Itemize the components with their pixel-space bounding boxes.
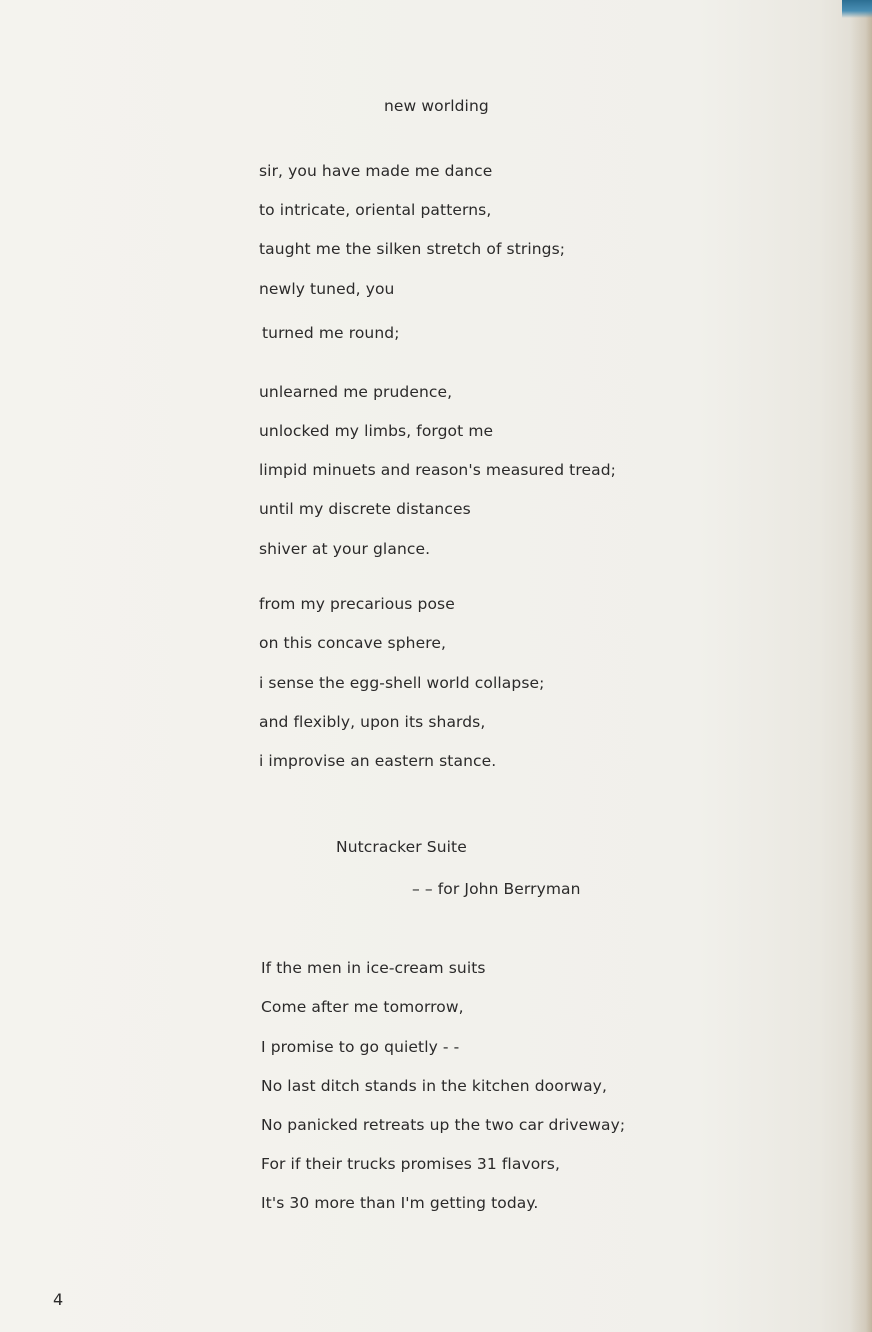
poem-title: new worlding [384,97,489,115]
poem-line: taught me the silken stretch of strings; [259,240,566,258]
poem-line: from my precarious pose [259,595,455,613]
poem-line: i sense the egg-shell world collapse; [259,674,545,692]
poem-line: I promise to go quietly - - [261,1038,460,1056]
poem-line: and flexibly, upon its shards, [259,713,486,731]
page-edge-shadow [850,0,872,1332]
poem-line: on this concave sphere, [259,634,446,652]
poem-line: sir, you have made me dance [259,162,493,180]
poem-line: No last ditch stands in the kitchen doorway, [261,1077,607,1095]
poem-line: turned me round; [262,324,400,342]
poem-line: shiver at your glance. [259,540,431,558]
poem-title: Nutcracker Suite [336,838,467,856]
poem-dedication: – – for John Berryman [412,880,581,898]
poem-line: Come after me tomorrow, [261,998,464,1016]
poem-line: to intricate, oriental patterns, [259,201,492,219]
poem-line: i improvise an eastern stance. [259,752,497,770]
poem-line: limpid minuets and reason's measured tread; [259,461,616,479]
page-number: 4 [53,1290,64,1309]
poem-line: For if their trucks promises 31 flavors, [261,1155,560,1173]
poem-line: until my discrete distances [259,500,471,518]
poem-line: No panicked retreats up the two car driveway; [261,1116,626,1134]
poem-line: newly tuned, you [259,280,395,298]
poem-line: If the men in ice-cream suits [261,959,486,977]
poem-line: It's 30 more than I'm getting today. [261,1194,539,1212]
poem-line: unlocked my limbs, forgot me [259,422,494,440]
cover-corner [842,0,872,18]
poem-line: unlearned me prudence, [259,383,453,401]
